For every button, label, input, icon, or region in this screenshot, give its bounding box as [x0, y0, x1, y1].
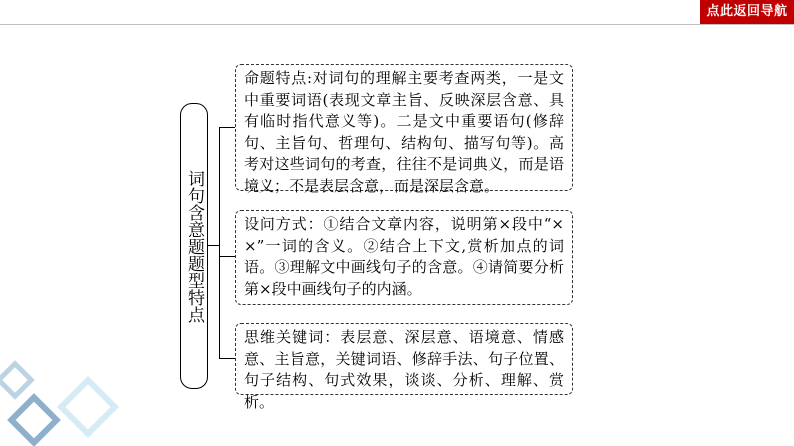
connector-branch-2 [219, 256, 235, 257]
question-features-box: 命题特点:对词句的理解主要考查两类，一是文中重要词语(表现文章主旨、反映深层含意、具有临时指代意义等)。二是文中重要语句(修辞句、主旨句、哲理句、结构句、描写句等)。高考对这些词句的考查，往往不是词典义，而是语境义；不是表层含意，而是深层含意。 [235, 64, 573, 191]
topic-title: 词句含意题题型特点 [184, 169, 204, 323]
question-methods-box: 设问方式：①结合文章内容，说明第×段中“××”一词的含义。②结合上下文,赏析加点的词语。③理解文中画线句子的含意。④请简要分析第×段中画线句子的内涵。 [235, 210, 573, 305]
decorative-diamond-dark [7, 393, 61, 446]
connector-spine [219, 127, 220, 359]
header-divider [0, 24, 794, 25]
thinking-keywords-box: 思维关键词：表层意、深层意、语境意、情感意、主旨意，关键词语、修辞手法、句子位置、句子结构、句式效果，谈谈、分析、理解、赏析。 [235, 323, 573, 395]
decorative-diamond-small [0, 360, 35, 400]
topic-title-box [180, 103, 208, 389]
return-to-navigation-button[interactable]: 点此返回导航 [700, 0, 794, 24]
connector-branch-3 [219, 358, 235, 359]
connector-branch-1 [219, 127, 235, 128]
decorative-diamond-light [57, 376, 119, 438]
